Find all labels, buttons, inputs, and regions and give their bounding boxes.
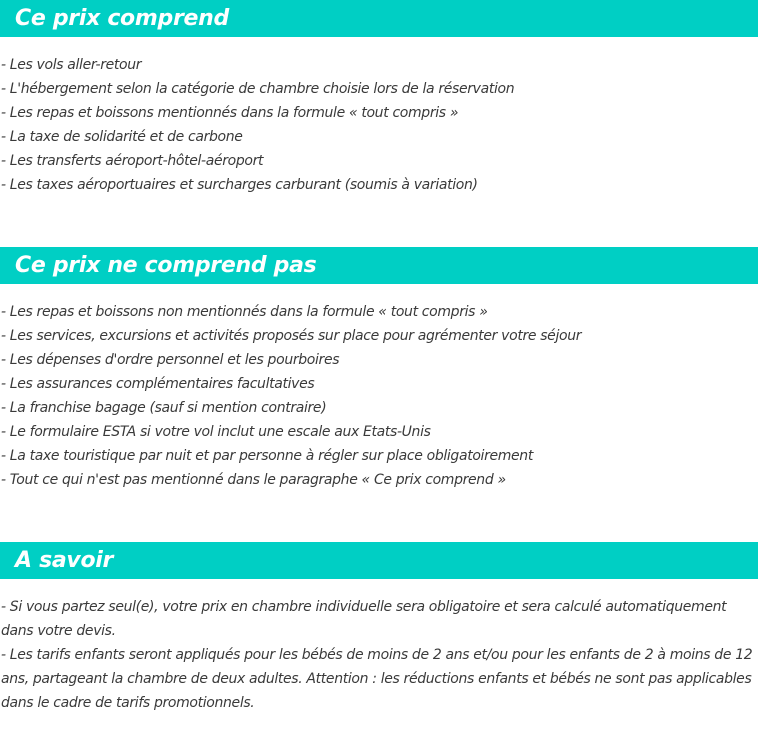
list-item: - Tout ce qui n'est pas mentionné dans le paragraphe « Ce prix comprend »	[1, 472, 506, 488]
list-item: - Les vols aller-retour	[1, 57, 142, 73]
section-header	[0, 0, 758, 37]
list-item: - Les repas et boissons non mentionnés dans la formule « tout compris »	[1, 304, 488, 320]
section-price-excludes	[0, 247, 758, 492]
list-item: - L'hébergement selon la catégorie de chambre choisie lors de la réservation	[1, 81, 515, 97]
list-item: - Les assurances complémentaires facultatives	[1, 376, 315, 392]
section-title: Ce prix comprend	[15, 6, 229, 31]
list-item: - La taxe touristique par nuit et par personne à régler sur place obligatoirement	[1, 448, 533, 464]
paragraph: - Les tarifs enfants seront appliqués pour les bébés de moins de 2 ans et/ou pour les enfants de 2 à moins de 12 ans, partageant la chambre de deux adultes. Attention : les réductions enfants et bébés ne sont pas applicables dans le cadre de tarifs promotionnels.	[1, 647, 753, 711]
section-list	[0, 284, 758, 492]
section-price-includes	[0, 0, 758, 197]
list-item: - Les taxes aéroportuaires et surcharges carburant (soumis à variation)	[1, 177, 478, 193]
list-item: - Les dépenses d'ordre personnel et les pourboires	[1, 352, 340, 368]
list-item: - Les transferts aéroport-hôtel-aéroport	[1, 153, 264, 169]
list-item: - La franchise bagage (sauf si mention contraire)	[1, 400, 327, 416]
section-title: Ce prix ne comprend pas	[15, 253, 317, 278]
list-item: - Les services, excursions et activités proposés sur place pour agrémenter votre séjour	[1, 328, 582, 344]
list-item: - Le formulaire ESTA si votre vol inclut une escale aux Etats-Unis	[1, 424, 431, 440]
section-title: A savoir	[15, 548, 114, 573]
section-good-to-know	[0, 542, 758, 715]
section-header	[0, 247, 758, 284]
list-item: - Les repas et boissons mentionnés dans la formule « tout compris »	[1, 105, 459, 121]
section-header	[0, 542, 758, 579]
section-list	[0, 37, 758, 197]
paragraph: - Si vous partez seul(e), votre prix en chambre individuelle sera obligatoire et sera calculé automatiquement dans votre devis.	[1, 599, 727, 639]
section-list	[0, 579, 758, 715]
list-item: - La taxe de solidarité et de carbone	[1, 129, 243, 145]
